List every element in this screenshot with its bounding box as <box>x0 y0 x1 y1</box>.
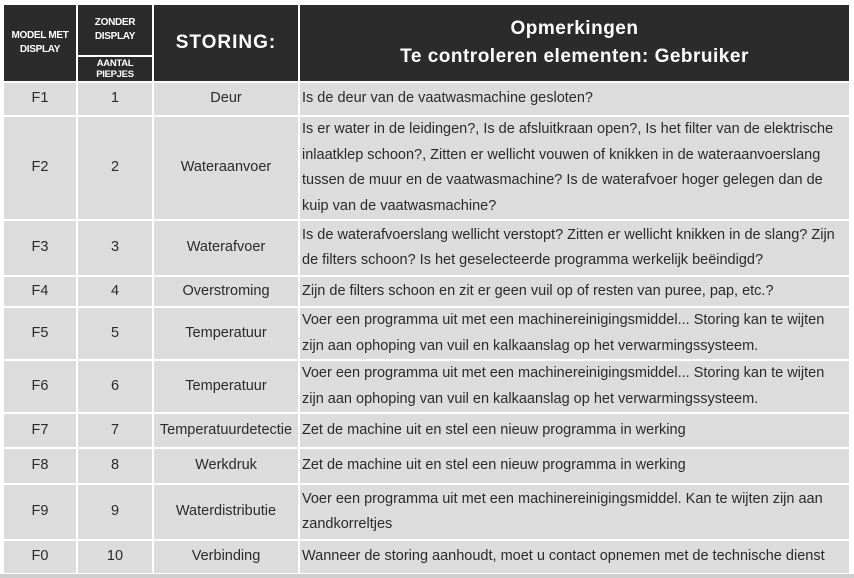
header-model-met-display: MODEL MET DISPLAY <box>3 4 77 82</box>
remark-text: Is de deur van de vaatwasmachine gesloten? <box>299 82 850 116</box>
beep-count: 3 <box>77 220 153 276</box>
model-code: F8 <box>3 448 77 484</box>
table-row <box>3 484 850 540</box>
model-code: F1 <box>3 82 77 116</box>
model-code: F3 <box>3 220 77 276</box>
fault-name: Werkdruk <box>153 448 299 484</box>
model-code: F0 <box>3 540 77 574</box>
table-row <box>3 307 850 360</box>
model-code: F9 <box>3 484 77 540</box>
table-row <box>3 116 850 220</box>
fault-name: Temperatuurdetectie <box>153 413 299 448</box>
table-row <box>3 413 850 448</box>
fault-name: Temperatuur <box>153 360 299 413</box>
beep-count: 4 <box>77 276 153 307</box>
model-code: F7 <box>3 413 77 448</box>
remark-text: Zet de machine uit en stel een nieuw programma in werking <box>299 413 850 448</box>
remark-text: Zet de machine uit en stel een nieuw programma in werking <box>299 448 850 484</box>
fault-name: Temperatuur <box>153 307 299 360</box>
beep-count: 2 <box>77 116 153 220</box>
table-row <box>3 540 850 574</box>
bottom-divider <box>0 574 854 578</box>
remark-text: Voer een programma uit met een machinereinigingsmiddel. Kan te wijten zijn aan zandkorreltjes <box>299 484 850 540</box>
beep-count: 1 <box>77 82 153 116</box>
header-storing: STORING: <box>153 4 299 82</box>
table-row <box>3 82 850 116</box>
beep-count: 5 <box>77 307 153 360</box>
table-row <box>3 220 850 276</box>
beep-count: 9 <box>77 484 153 540</box>
table-row <box>3 276 850 307</box>
header-aantal-piepjes: AANTAL PIEPJES <box>77 56 153 82</box>
header-opmerkingen-subtitle: Te controleren elementen: Gebruiker <box>400 46 749 67</box>
fault-name: Overstroming <box>153 276 299 307</box>
beep-count: 8 <box>77 448 153 484</box>
fault-name: Waterafvoer <box>153 220 299 276</box>
fault-name: Verbinding <box>153 540 299 574</box>
model-code: F2 <box>3 116 77 220</box>
remark-text: Is de waterafvoerslang wellicht verstopt? Zitten er wellicht knikken in de slang? Zijn de filters schoon? Is het geselecteerde programma werkelijk beëindigd? <box>299 220 850 276</box>
header-opmerkingen-title: Opmerkingen <box>510 18 639 39</box>
beep-count: 7 <box>77 413 153 448</box>
fault-name: Wateraanvoer <box>153 116 299 220</box>
remark-text: Is er water in de leidingen?, Is de afsluitkraan open?, Is het filter van de elektrische inlaatklep schoon?, Zitten er wellicht vouwen of knikken in de wateraanvoerslang tussen de muur en de vaatwasmachine? Is de waterafvoer hoger gelegen dan de kuip van de vaatwasmachine? <box>299 116 850 220</box>
beep-count: 6 <box>77 360 153 413</box>
table-row <box>3 448 850 484</box>
table-row <box>3 360 850 413</box>
remark-text: Voer een programma uit met een machinereinigingsmiddel... Storing kan te wijten zijn aan ophoping van vuil en kalkaanslag op het verwarmingssysteem. <box>299 360 850 413</box>
fault-name: Waterdistributie <box>153 484 299 540</box>
remark-text: Voer een programma uit met een machinereinigingsmiddel... Storing kan te wijten zijn aan ophoping van vuil en kalkaanslag op het verwarmingssysteem. <box>299 307 850 360</box>
remark-text: Zijn de filters schoon en zit er geen vuil op of resten van puree, pap, etc.? <box>299 276 850 307</box>
beep-count: 10 <box>77 540 153 574</box>
model-code: F4 <box>3 276 77 307</box>
remark-text: Wanneer de storing aanhoudt, moet u contact opnemen met de technische dienst <box>299 540 850 574</box>
model-code: F6 <box>3 360 77 413</box>
header-opmerkingen <box>299 4 850 82</box>
header-zonder-display: ZONDER DISPLAY <box>77 4 153 56</box>
model-code: F5 <box>3 307 77 360</box>
fault-name: Deur <box>153 82 299 116</box>
fault-code-table <box>2 3 851 575</box>
